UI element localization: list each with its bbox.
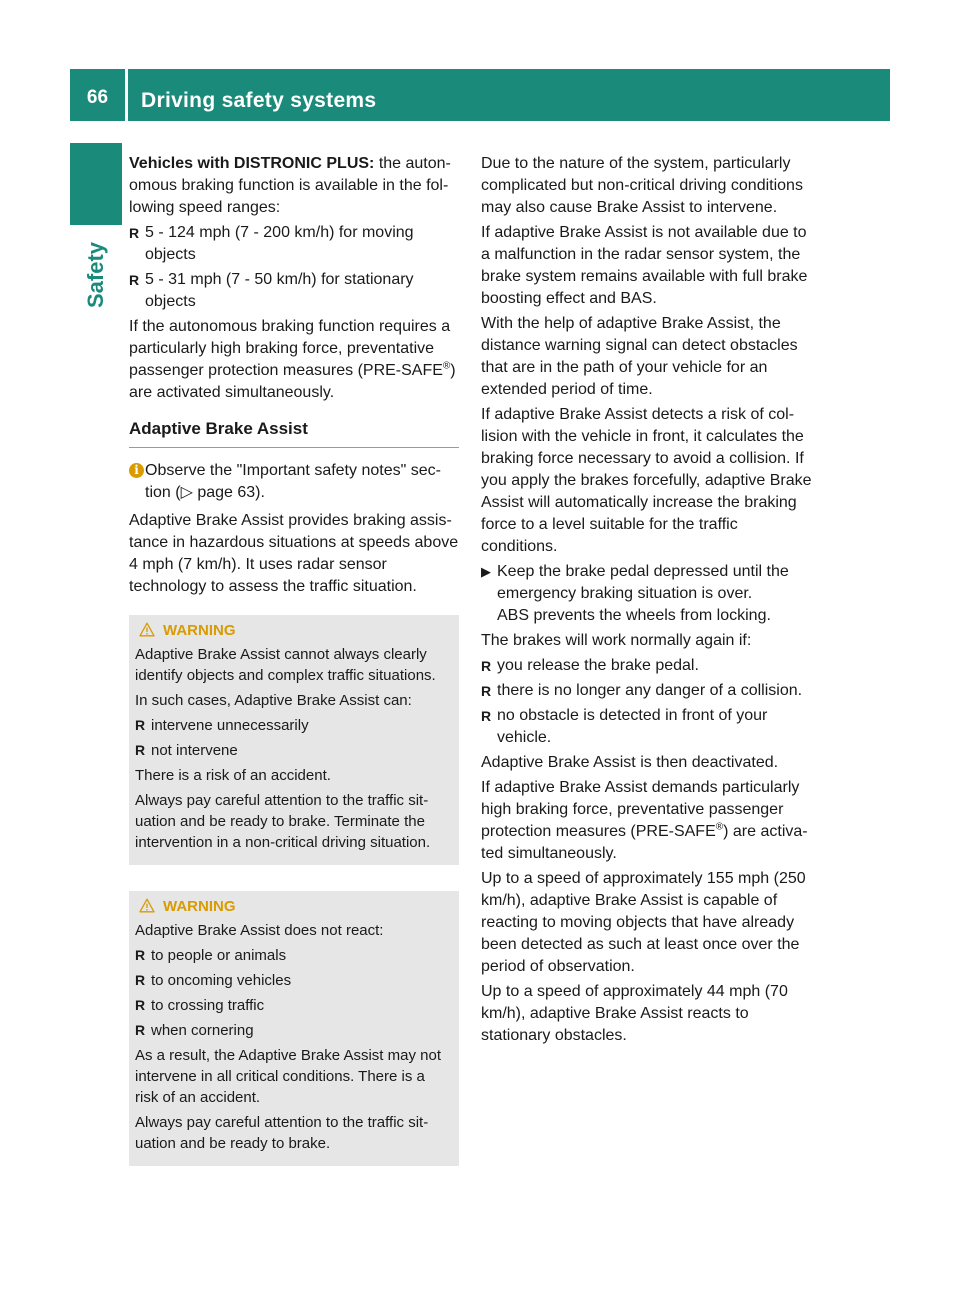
arrow-step-icon: ▶ [481, 564, 491, 579]
body-paragraph: If adaptive Brake Assist detects a risk of collision with the vehicle in front, it calculates the braking force necessary to avoid a collision. If you apply the brakes forcefully, adaptive Brake Assist will automatically increase the braking force to a level suitable for the traffic conditions. [481, 406, 812, 555]
bullet-r-icon: R [135, 972, 146, 988]
page-number: 66 [86, 87, 109, 108]
info-note: i Observe the "Important safety notes" section (▷ page 63). [129, 460, 459, 504]
section-title: Driving safety systems [141, 89, 377, 112]
subsection-heading: Adaptive Brake Assist [129, 418, 459, 448]
bullet-r-icon: R [135, 742, 146, 758]
list-item: R to people or animals [135, 947, 287, 964]
warning-text: As a result, the Adaptive Brake Assist may not intervene in all critical conditions. There is a risk of an accident. [135, 1047, 441, 1106]
warning-box [129, 891, 459, 1166]
list-item: R there is no longer any danger of a collision. [481, 680, 813, 702]
list-item: R to crossing traffic [135, 997, 265, 1014]
bullet-r-icon: R [135, 1022, 146, 1038]
list-item: R intervene unnecessarily [135, 717, 309, 734]
body-paragraph: Up to a speed of approximately 44 mph (70 km/h), adaptive Brake Assist reacts to stationary obstacles. [481, 983, 788, 1044]
distronic-paragraph: Vehicles with DISTRONIC PLUS: the autonomous braking function is available in the following speed ranges: [129, 155, 451, 216]
instruction-step: ▶ Keep the brake pedal depressed until the emergency braking situation is over. ABS prevents the wheels from locking. [481, 561, 813, 627]
warning-title: WARNING [135, 896, 451, 917]
bullet-r-icon: R [129, 272, 140, 288]
info-icon: i [129, 463, 144, 478]
warning-text: Adaptive Brake Assist cannot always clearly identify objects and complex traffic situations. [135, 646, 436, 684]
body-paragraph: Up to a speed of approximately 155 mph (250 km/h), adaptive Brake Assist is capable of reacting to moving objects that have already been detected as such at least once over the period of observation. [481, 870, 806, 975]
body-paragraph: Adaptive Brake Assist is then deactivated. [481, 754, 779, 771]
list-item: R 5 - 124 mph (7 - 200 km/h) for moving objects [129, 224, 414, 263]
warning-text: In such cases, Adaptive Brake Assist can: [135, 692, 412, 709]
body-paragraph: The brakes will work normally again if: [481, 632, 752, 649]
warning-triangle-icon [139, 622, 155, 637]
warning-text: Always pay careful attention to the traffic situation and be ready to brake. Terminate the intervention in a non-critical driving situation. [135, 792, 431, 851]
bullet-r-icon: R [135, 997, 146, 1013]
bullet-r-icon: R [135, 947, 146, 963]
body-paragraph: If adaptive Brake Assist is not available due to a malfunction in the radar sensor system, the brake system remains available with full brake boosting effect and BAS. [481, 224, 808, 307]
warning-box [129, 615, 459, 865]
bullet-r-icon: R [481, 708, 492, 724]
list-item: R when cornering [135, 1022, 254, 1039]
warning-triangle-icon [139, 898, 155, 913]
warning-text: There is a risk of an accident. [135, 767, 331, 784]
list-item: R you release the brake pedal. [481, 655, 813, 677]
list-item: R not intervene [135, 742, 238, 759]
pre-safe-paragraph: If the autonomous braking function requires a particularly high braking force, preventative passenger protection measures (PRE-SAFE®) are activated simultaneously. [129, 318, 456, 401]
list-item: R 5 - 31 mph (7 - 50 km/h) for stationary objects [129, 271, 414, 310]
pre-safe-paragraph: If adaptive Brake Assist demands particularly high braking force, preventative passenger protection measures (PRE-SAFE®) are activated simultaneously. [481, 779, 808, 862]
body-paragraph: Due to the nature of the system, particularly complicated but non-critical driving conditions may also cause Brake Assist to intervene. [481, 155, 803, 216]
list-item: R to oncoming vehicles [135, 972, 292, 989]
side-tab-block [70, 143, 122, 225]
bullet-r-icon: R [129, 225, 140, 241]
right-column [481, 153, 813, 1050]
bullet-r-icon: R [135, 717, 146, 733]
warning-title: WARNING [135, 620, 451, 641]
step-note: ABS prevents the wheels from locking. [497, 607, 771, 624]
warning-text: Always pay careful attention to the traffic situation and be ready to brake. [135, 1114, 429, 1152]
left-column [129, 153, 459, 1166]
intro-paragraph: Adaptive Brake Assist provides braking assistance in hazardous situations at speeds above 4 mph (7 km/h). It uses radar sensor technology to assess the traffic situation. [129, 512, 459, 595]
side-tab-label: Safety [83, 241, 108, 309]
warning-text: Adaptive Brake Assist does not react: [135, 922, 384, 939]
list-item: R no obstacle is detected in front of your vehicle. [481, 707, 768, 746]
bullet-r-icon: R [481, 683, 492, 699]
body-paragraph: With the help of adaptive Brake Assist, the distance warning signal can detect obstacles that are in the path of your vehicle for an extended period of time. [481, 315, 798, 398]
header-divider [125, 69, 128, 121]
bullet-r-icon: R [481, 658, 492, 674]
